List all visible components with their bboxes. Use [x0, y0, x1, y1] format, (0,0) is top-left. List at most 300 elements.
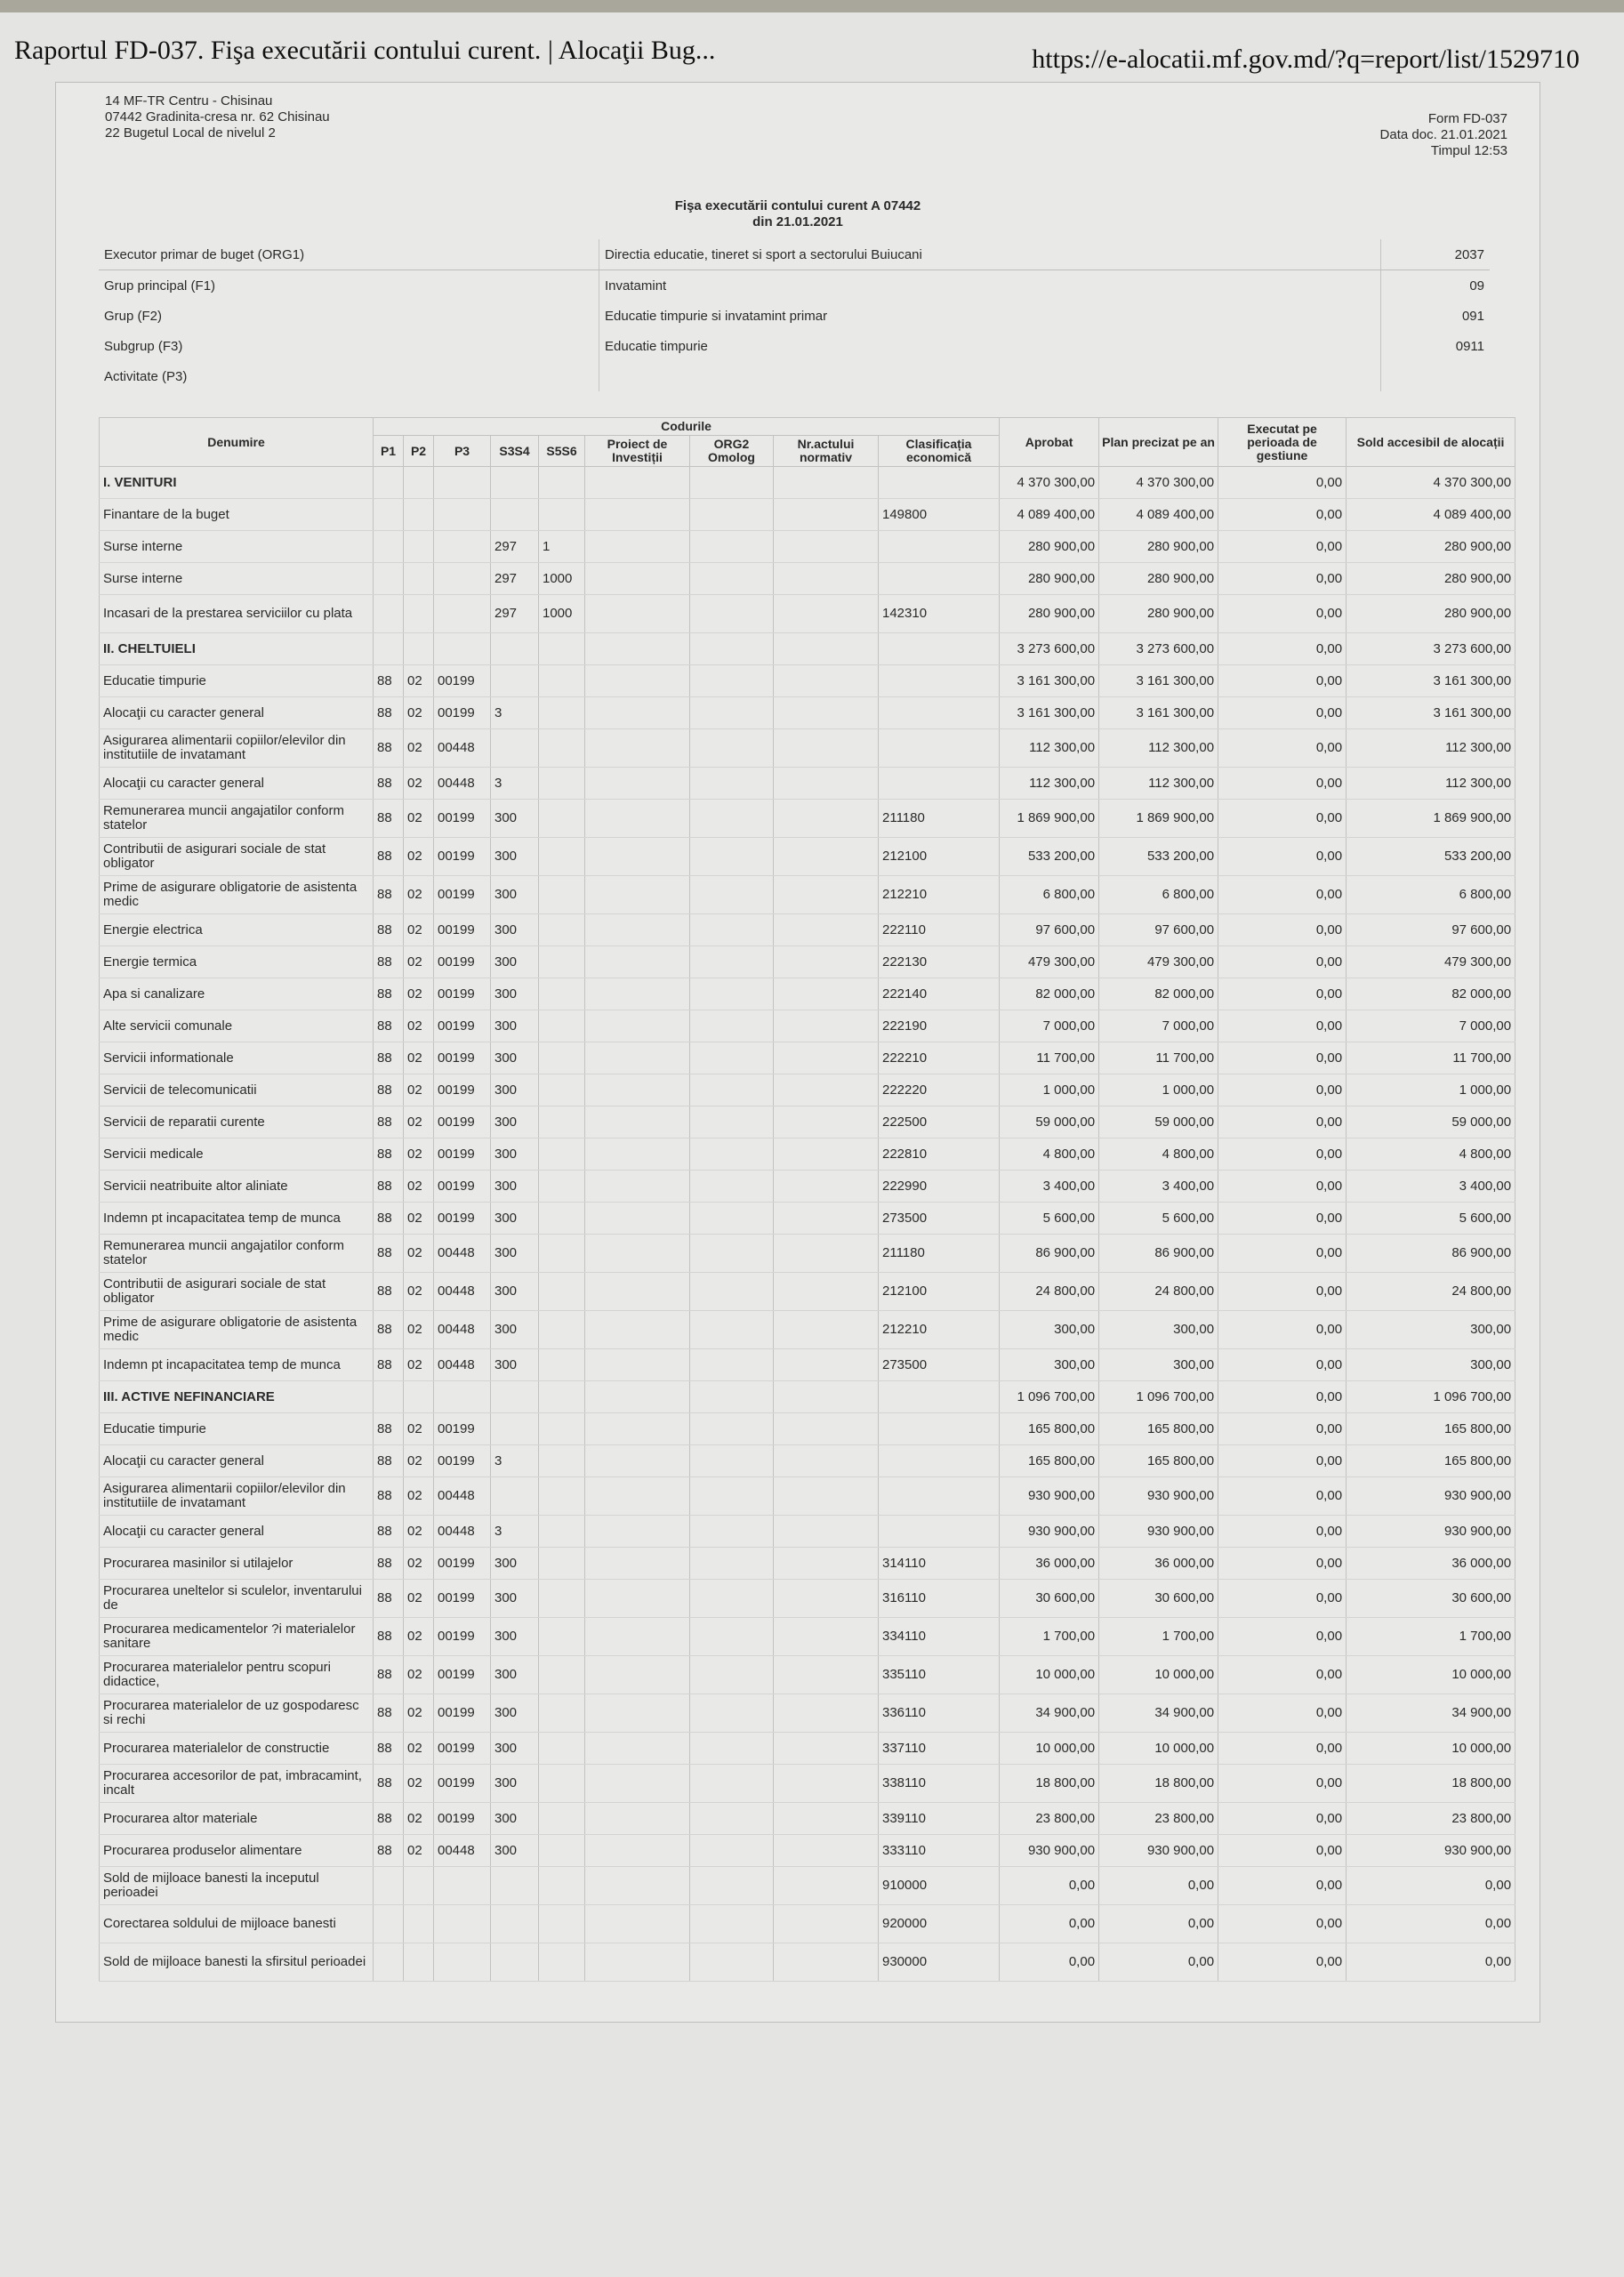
row-sold-accesibil: 36 000,00 — [1347, 1548, 1515, 1580]
row-aprobat: 3 400,00 — [1000, 1171, 1099, 1203]
table-row — [100, 1074, 1515, 1106]
row-clasificatie-economica: 910000 — [879, 1867, 1000, 1905]
row-aprobat: 4 089 400,00 — [1000, 499, 1099, 531]
row-s3s4 — [491, 1381, 539, 1413]
row-p1: 88 — [374, 1765, 404, 1803]
row-clasificatie-economica: 222110 — [879, 914, 1000, 946]
row-aprobat: 112 300,00 — [1000, 729, 1099, 768]
row-executat: 0,00 — [1218, 531, 1347, 563]
row-plan-precizat: 930 900,00 — [1099, 1477, 1218, 1516]
table-row — [100, 1548, 1515, 1580]
row-plan-precizat: 4 089 400,00 — [1099, 499, 1218, 531]
row-org2-omolog — [690, 1835, 774, 1867]
col-proiect-investitii: Proiect de Investiții — [585, 436, 690, 467]
form-code: Form FD-037 — [1427, 111, 1507, 126]
row-p3: 00448 — [434, 729, 491, 768]
row-proiect-investitii — [585, 1867, 690, 1905]
row-org2-omolog — [690, 838, 774, 876]
row-s5s6 — [539, 1477, 585, 1516]
row-proiect-investitii — [585, 1656, 690, 1694]
row-p2: 02 — [404, 838, 434, 876]
row-denumire: Corectarea soldului de mijloace banesti — [100, 1905, 374, 1943]
row-s5s6 — [539, 729, 585, 768]
table-row — [100, 1618, 1515, 1656]
row-denumire: I. VENITURI — [100, 467, 374, 499]
row-nr-act-normativ — [774, 978, 879, 1010]
info-code — [1381, 361, 1491, 391]
row-p2 — [404, 1943, 434, 1982]
row-plan-precizat: 1 096 700,00 — [1099, 1381, 1218, 1413]
row-proiect-investitii — [585, 633, 690, 665]
row-nr-act-normativ — [774, 633, 879, 665]
row-p3 — [434, 633, 491, 665]
title-date-line: din 21.01.2021 — [752, 214, 843, 229]
row-aprobat: 10 000,00 — [1000, 1656, 1099, 1694]
info-label: Activitate (P3) — [99, 361, 599, 391]
row-plan-precizat: 30 600,00 — [1099, 1580, 1218, 1618]
row-proiect-investitii — [585, 876, 690, 914]
row-sold-accesibil: 300,00 — [1347, 1311, 1515, 1349]
row-proiect-investitii — [585, 729, 690, 768]
row-clasificatie-economica: 338110 — [879, 1765, 1000, 1803]
row-proiect-investitii — [585, 1106, 690, 1138]
row-p3: 00448 — [434, 1516, 491, 1548]
row-s5s6 — [539, 1867, 585, 1905]
row-p2: 02 — [404, 1042, 434, 1074]
row-nr-act-normativ — [774, 1445, 879, 1477]
row-proiect-investitii — [585, 1381, 690, 1413]
row-plan-precizat: 36 000,00 — [1099, 1548, 1218, 1580]
row-p2: 02 — [404, 1138, 434, 1171]
row-p1: 88 — [374, 914, 404, 946]
row-proiect-investitii — [585, 914, 690, 946]
row-sold-accesibil: 280 900,00 — [1347, 595, 1515, 633]
row-sold-accesibil: 0,00 — [1347, 1943, 1515, 1982]
row-denumire: Servicii medicale — [100, 1138, 374, 1171]
row-s3s4: 300 — [491, 1765, 539, 1803]
row-nr-act-normativ — [774, 1311, 879, 1349]
row-s5s6 — [539, 838, 585, 876]
row-s3s4: 300 — [491, 1138, 539, 1171]
row-aprobat: 1 096 700,00 — [1000, 1381, 1099, 1413]
row-org2-omolog — [690, 1905, 774, 1943]
row-nr-act-normativ — [774, 800, 879, 838]
row-executat: 0,00 — [1218, 914, 1347, 946]
row-p1: 88 — [374, 1835, 404, 1867]
row-s5s6 — [539, 1548, 585, 1580]
row-s5s6: 1000 — [539, 595, 585, 633]
row-executat: 0,00 — [1218, 1733, 1347, 1765]
row-p1: 88 — [374, 838, 404, 876]
row-org2-omolog — [690, 1203, 774, 1235]
row-p1 — [374, 531, 404, 563]
row-p3: 00448 — [434, 768, 491, 800]
table-row — [100, 876, 1515, 914]
row-plan-precizat: 82 000,00 — [1099, 978, 1218, 1010]
row-clasificatie-economica — [879, 531, 1000, 563]
row-proiect-investitii — [585, 1765, 690, 1803]
row-sold-accesibil: 23 800,00 — [1347, 1803, 1515, 1835]
row-executat: 0,00 — [1218, 499, 1347, 531]
row-sold-accesibil: 479 300,00 — [1347, 946, 1515, 978]
row-p2: 02 — [404, 1477, 434, 1516]
document-title — [56, 198, 1540, 230]
row-proiect-investitii — [585, 1349, 690, 1381]
row-s5s6: 1 — [539, 531, 585, 563]
row-aprobat: 3 273 600,00 — [1000, 633, 1099, 665]
table-row — [100, 1042, 1515, 1074]
row-nr-act-normativ — [774, 1203, 879, 1235]
row-nr-act-normativ — [774, 1477, 879, 1516]
row-plan-precizat: 5 600,00 — [1099, 1203, 1218, 1235]
row-p2: 02 — [404, 1694, 434, 1733]
row-proiect-investitii — [585, 531, 690, 563]
row-clasificatie-economica: 316110 — [879, 1580, 1000, 1618]
row-executat: 0,00 — [1218, 1273, 1347, 1311]
row-nr-act-normativ — [774, 665, 879, 697]
row-plan-precizat: 3 161 300,00 — [1099, 697, 1218, 729]
row-org2-omolog — [690, 1516, 774, 1548]
row-aprobat: 11 700,00 — [1000, 1042, 1099, 1074]
row-proiect-investitii — [585, 1580, 690, 1618]
row-p3: 00199 — [434, 800, 491, 838]
row-clasificatie-economica: 142310 — [879, 595, 1000, 633]
table-row — [100, 729, 1515, 768]
row-clasificatie-economica: 337110 — [879, 1733, 1000, 1765]
print-header — [0, 12, 1624, 84]
row-s3s4: 300 — [491, 1803, 539, 1835]
row-sold-accesibil: 6 800,00 — [1347, 876, 1515, 914]
row-clasificatie-economica: 920000 — [879, 1905, 1000, 1943]
row-org2-omolog — [690, 1273, 774, 1311]
row-s3s4: 300 — [491, 1042, 539, 1074]
row-executat: 0,00 — [1218, 1835, 1347, 1867]
row-s3s4: 300 — [491, 1548, 539, 1580]
row-executat: 0,00 — [1218, 467, 1347, 499]
row-p3: 00448 — [434, 1835, 491, 1867]
row-p2 — [404, 633, 434, 665]
row-plan-precizat: 3 161 300,00 — [1099, 665, 1218, 697]
row-denumire: Remunerarea muncii angajatilor conform statelor — [100, 800, 374, 838]
row-sold-accesibil: 11 700,00 — [1347, 1042, 1515, 1074]
row-p1: 88 — [374, 1171, 404, 1203]
row-s5s6 — [539, 1203, 585, 1235]
row-plan-precizat: 10 000,00 — [1099, 1656, 1218, 1694]
row-clasificatie-economica — [879, 467, 1000, 499]
row-aprobat: 82 000,00 — [1000, 978, 1099, 1010]
row-p1: 88 — [374, 946, 404, 978]
row-p3: 00199 — [434, 1694, 491, 1733]
row-nr-act-normativ — [774, 1042, 879, 1074]
row-sold-accesibil: 930 900,00 — [1347, 1516, 1515, 1548]
row-sold-accesibil: 3 161 300,00 — [1347, 697, 1515, 729]
row-p1: 88 — [374, 768, 404, 800]
row-aprobat: 3 161 300,00 — [1000, 697, 1099, 729]
row-p3: 00199 — [434, 697, 491, 729]
table-row — [100, 1516, 1515, 1548]
row-clasificatie-economica — [879, 633, 1000, 665]
row-p1: 88 — [374, 1445, 404, 1477]
row-p1: 88 — [374, 1235, 404, 1273]
info-row — [99, 331, 1490, 361]
row-s5s6 — [539, 1580, 585, 1618]
col-s3s4: S3S4 — [491, 436, 539, 467]
row-org2-omolog — [690, 499, 774, 531]
row-s3s4: 3 — [491, 1445, 539, 1477]
row-p3: 00199 — [434, 876, 491, 914]
row-clasificatie-economica: 211180 — [879, 800, 1000, 838]
table-row — [100, 768, 1515, 800]
row-p2: 02 — [404, 978, 434, 1010]
row-p2: 02 — [404, 1548, 434, 1580]
row-s3s4: 300 — [491, 838, 539, 876]
row-p2 — [404, 1905, 434, 1943]
row-proiect-investitii — [585, 1171, 690, 1203]
row-p2: 02 — [404, 1656, 434, 1694]
row-s5s6 — [539, 876, 585, 914]
row-executat: 0,00 — [1218, 1171, 1347, 1203]
row-proiect-investitii — [585, 1803, 690, 1835]
row-sold-accesibil: 86 900,00 — [1347, 1235, 1515, 1273]
row-org2-omolog — [690, 1138, 774, 1171]
row-clasificatie-economica: 334110 — [879, 1618, 1000, 1656]
row-org2-omolog — [690, 665, 774, 697]
row-p2 — [404, 531, 434, 563]
row-sold-accesibil: 4 089 400,00 — [1347, 499, 1515, 531]
row-aprobat: 479 300,00 — [1000, 946, 1099, 978]
table-row — [100, 633, 1515, 665]
row-s3s4: 300 — [491, 1311, 539, 1349]
info-row — [99, 270, 1490, 302]
row-executat: 0,00 — [1218, 595, 1347, 633]
row-p1: 88 — [374, 1010, 404, 1042]
row-p1 — [374, 1943, 404, 1982]
row-proiect-investitii — [585, 665, 690, 697]
row-org2-omolog — [690, 1171, 774, 1203]
info-row — [99, 239, 1490, 270]
row-sold-accesibil: 112 300,00 — [1347, 729, 1515, 768]
row-org2-omolog — [690, 729, 774, 768]
table-row — [100, 978, 1515, 1010]
row-proiect-investitii — [585, 1694, 690, 1733]
row-sold-accesibil: 112 300,00 — [1347, 768, 1515, 800]
row-plan-precizat: 280 900,00 — [1099, 595, 1218, 633]
table-row — [100, 1138, 1515, 1171]
row-plan-precizat: 1 869 900,00 — [1099, 800, 1218, 838]
row-org2-omolog — [690, 1765, 774, 1803]
row-p3: 00448 — [434, 1273, 491, 1311]
row-plan-precizat: 0,00 — [1099, 1943, 1218, 1982]
row-s3s4: 300 — [491, 946, 539, 978]
row-s5s6 — [539, 665, 585, 697]
row-s5s6 — [539, 1694, 585, 1733]
row-p2: 02 — [404, 1074, 434, 1106]
row-s5s6 — [539, 1733, 585, 1765]
row-org2-omolog — [690, 1867, 774, 1905]
row-aprobat: 59 000,00 — [1000, 1106, 1099, 1138]
table-row — [100, 1694, 1515, 1733]
row-nr-act-normativ — [774, 1235, 879, 1273]
row-denumire: Educatie timpurie — [100, 1413, 374, 1445]
row-p3: 00199 — [434, 1042, 491, 1074]
row-aprobat: 0,00 — [1000, 1943, 1099, 1982]
row-denumire: Servicii de telecomunicatii — [100, 1074, 374, 1106]
codurile-header: Codurile — [374, 418, 1000, 436]
row-p2: 02 — [404, 729, 434, 768]
row-org2-omolog — [690, 563, 774, 595]
row-aprobat: 86 900,00 — [1000, 1235, 1099, 1273]
info-label: Executor primar de buget (ORG1) — [99, 239, 599, 270]
table-row — [100, 1803, 1515, 1835]
row-plan-precizat: 3 400,00 — [1099, 1171, 1218, 1203]
row-clasificatie-economica: 212210 — [879, 1311, 1000, 1349]
row-p3: 00199 — [434, 1618, 491, 1656]
row-org2-omolog — [690, 876, 774, 914]
row-clasificatie-economica: 273500 — [879, 1349, 1000, 1381]
row-nr-act-normativ — [774, 1733, 879, 1765]
row-denumire: Procurarea accesorilor de pat, imbracamint, incalt — [100, 1765, 374, 1803]
row-aprobat: 34 900,00 — [1000, 1694, 1099, 1733]
row-aprobat: 0,00 — [1000, 1905, 1099, 1943]
row-nr-act-normativ — [774, 1694, 879, 1733]
row-nr-act-normativ — [774, 946, 879, 978]
row-aprobat: 165 800,00 — [1000, 1413, 1099, 1445]
row-clasificatie-economica — [879, 1516, 1000, 1548]
row-p1: 88 — [374, 665, 404, 697]
row-p3: 00199 — [434, 946, 491, 978]
row-plan-precizat: 280 900,00 — [1099, 531, 1218, 563]
row-p1: 88 — [374, 1803, 404, 1835]
row-denumire: III. ACTIVE NEFINANCIARE — [100, 1381, 374, 1413]
row-sold-accesibil: 300,00 — [1347, 1349, 1515, 1381]
row-org2-omolog — [690, 467, 774, 499]
info-row — [99, 301, 1490, 331]
row-s5s6 — [539, 1273, 585, 1311]
row-proiect-investitii — [585, 1943, 690, 1982]
info-value: Educatie timpurie — [605, 338, 708, 354]
row-sold-accesibil: 97 600,00 — [1347, 914, 1515, 946]
row-p3 — [434, 499, 491, 531]
table-row — [100, 467, 1515, 499]
row-p3: 00199 — [434, 1106, 491, 1138]
row-nr-act-normativ — [774, 531, 879, 563]
row-denumire: Procurarea altor materiale — [100, 1803, 374, 1835]
row-aprobat: 3 161 300,00 — [1000, 665, 1099, 697]
row-denumire: Alocaţii cu caracter general — [100, 697, 374, 729]
row-s3s4 — [491, 499, 539, 531]
row-aprobat: 280 900,00 — [1000, 595, 1099, 633]
row-plan-precizat: 479 300,00 — [1099, 946, 1218, 978]
row-s3s4: 300 — [491, 914, 539, 946]
row-plan-precizat: 4 370 300,00 — [1099, 467, 1218, 499]
row-org2-omolog — [690, 1235, 774, 1273]
row-plan-precizat: 0,00 — [1099, 1905, 1218, 1943]
row-s5s6 — [539, 1381, 585, 1413]
row-s5s6 — [539, 1138, 585, 1171]
row-nr-act-normativ — [774, 1171, 879, 1203]
row-p3: 00199 — [434, 1803, 491, 1835]
row-s5s6 — [539, 1835, 585, 1867]
row-s3s4: 3 — [491, 1516, 539, 1548]
row-nr-act-normativ — [774, 1580, 879, 1618]
row-proiect-investitii — [585, 1905, 690, 1943]
row-p1: 88 — [374, 697, 404, 729]
row-p3: 00199 — [434, 1010, 491, 1042]
row-denumire: Surse interne — [100, 563, 374, 595]
row-org2-omolog — [690, 595, 774, 633]
row-s5s6 — [539, 633, 585, 665]
row-executat: 0,00 — [1218, 1010, 1347, 1042]
info-label: Grup (F2) — [99, 301, 599, 331]
row-p2 — [404, 595, 434, 633]
row-clasificatie-economica — [879, 697, 1000, 729]
org-line: 07442 Gradinita-cresa nr. 62 Chisinau — [105, 109, 330, 125]
row-sold-accesibil: 18 800,00 — [1347, 1765, 1515, 1803]
row-p2: 02 — [404, 1803, 434, 1835]
row-p3: 00199 — [434, 838, 491, 876]
row-s5s6 — [539, 1010, 585, 1042]
row-org2-omolog — [690, 1413, 774, 1445]
row-sold-accesibil: 0,00 — [1347, 1905, 1515, 1943]
row-executat: 0,00 — [1218, 1803, 1347, 1835]
browser-page-url[interactable]: https://e-alocatii.mf.gov.md/?q=report/list/1529710 — [1032, 44, 1580, 74]
row-s3s4: 300 — [491, 1273, 539, 1311]
row-executat: 0,00 — [1218, 633, 1347, 665]
col-p2: P2 — [404, 436, 434, 467]
row-p1 — [374, 563, 404, 595]
row-nr-act-normativ — [774, 729, 879, 768]
row-p2 — [404, 499, 434, 531]
document-time: Timpul 12:53 — [1430, 143, 1507, 158]
row-p2: 02 — [404, 1171, 434, 1203]
row-nr-act-normativ — [774, 1867, 879, 1905]
row-plan-precizat: 1 700,00 — [1099, 1618, 1218, 1656]
row-executat: 0,00 — [1218, 978, 1347, 1010]
row-p3: 00199 — [434, 1074, 491, 1106]
row-sold-accesibil: 3 273 600,00 — [1347, 633, 1515, 665]
row-aprobat: 7 000,00 — [1000, 1010, 1099, 1042]
row-nr-act-normativ — [774, 1381, 879, 1413]
row-aprobat: 4 800,00 — [1000, 1138, 1099, 1171]
row-executat: 0,00 — [1218, 946, 1347, 978]
col-aprobat: Aprobat — [1000, 418, 1099, 467]
row-clasificatie-economica: 212100 — [879, 1273, 1000, 1311]
row-s5s6 — [539, 1656, 585, 1694]
table-row — [100, 665, 1515, 697]
row-executat: 0,00 — [1218, 729, 1347, 768]
row-p2: 02 — [404, 1010, 434, 1042]
table-row — [100, 1311, 1515, 1349]
row-s3s4: 300 — [491, 1106, 539, 1138]
row-p3: 00199 — [434, 1733, 491, 1765]
row-org2-omolog — [690, 1656, 774, 1694]
row-plan-precizat: 300,00 — [1099, 1349, 1218, 1381]
row-proiect-investitii — [585, 1733, 690, 1765]
org-line: 14 MF-TR Centru - Chisinau — [105, 93, 273, 109]
row-sold-accesibil: 4 800,00 — [1347, 1138, 1515, 1171]
row-denumire: Alocaţii cu caracter general — [100, 768, 374, 800]
row-org2-omolog — [690, 1042, 774, 1074]
row-proiect-investitii — [585, 800, 690, 838]
row-s3s4: 300 — [491, 800, 539, 838]
row-proiect-investitii — [585, 1042, 690, 1074]
row-sold-accesibil: 3 400,00 — [1347, 1171, 1515, 1203]
row-p1: 88 — [374, 1694, 404, 1733]
row-proiect-investitii — [585, 1203, 690, 1235]
row-executat: 0,00 — [1218, 1311, 1347, 1349]
row-executat: 0,00 — [1218, 1477, 1347, 1516]
row-proiect-investitii — [585, 1311, 690, 1349]
